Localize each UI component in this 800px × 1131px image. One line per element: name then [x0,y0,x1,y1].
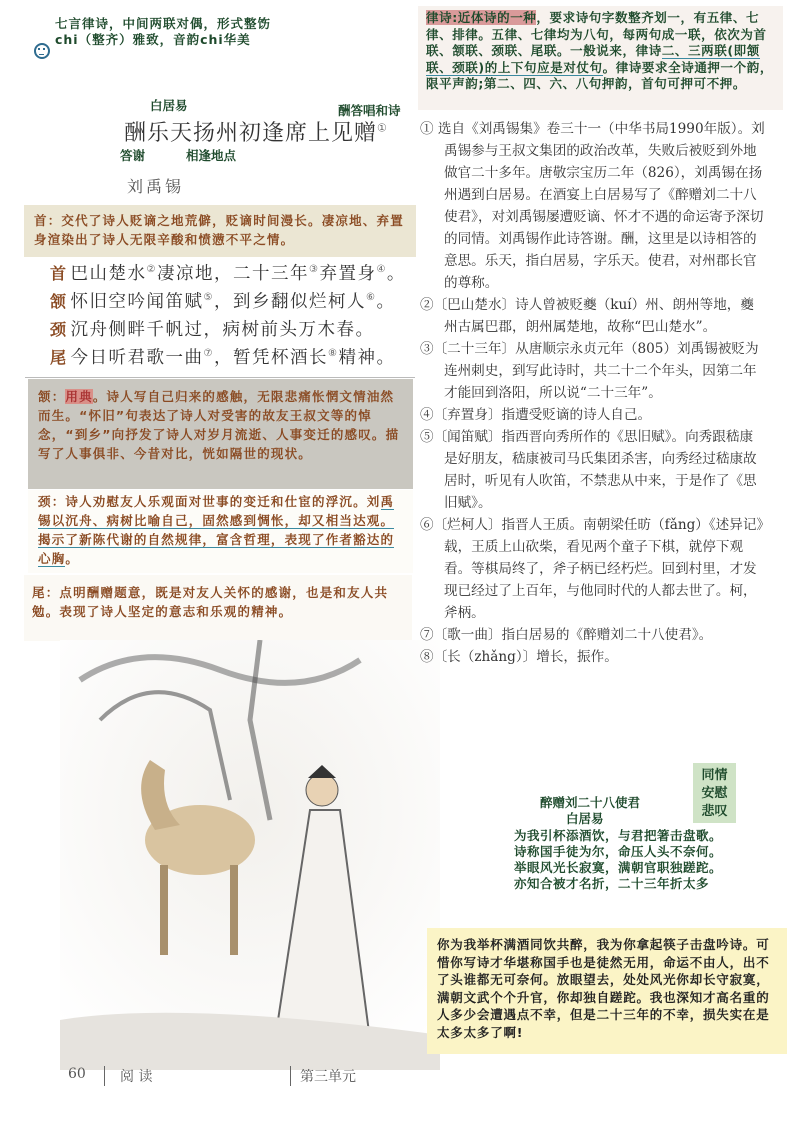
poem2-line: 举眼风光长寂寞，满朝官职独蹉跎。 [514,860,723,875]
rule-text-end: 。律诗要求全诗通押一个韵，限平声韵;第二、四、六、八句押韵，首句可押可不押。 [426,59,773,91]
line-label: 首 [50,264,68,283]
line-label: 尾 [50,348,68,367]
footer-separator [104,1066,105,1086]
rule-note-box [418,6,783,110]
poem2-author: 白居易 [566,811,604,826]
footnote: ④〔弃置身〕指遭受贬谪的诗人自己。 [420,407,652,423]
jing-underlined: 禹锡以沉舟、病树比喻自己，固然感到惆怅，却又相当达观。揭示了新陈代谢的自然规律，富含哲理，表现了作者豁达的心胸 [38,494,395,566]
footnote: ⑥〔烂柯人〕指晋人王质。南朝梁任昉（fǎng）《述异记》载，王质上山砍柴，看见两个童子下棋，就停下观看。等棋局终了，斧子柄已经朽烂。回到村里，才发现已经过了上百年，与他同时代的人都去世了。柯，斧柄。 [420,517,764,621]
annotation-bai: 白居易 [150,98,188,113]
poem2-line: 为我引杯添酒饮，与君把箸击盘歌。 [514,828,723,843]
footnote: ① 选自《刘禹锡集》卷三十一（中华书局1990年版）。刘禹锡参与王叔文集团的政治改革，失败后被贬到外地做官二十多年。唐敬宗宝历二年（826），刘禹锡在扬州遇到白居易。在酒宴上白居易写了《醉赠刘二十八使君》，对刘禹锡屡遭贬谪、怀才不遇的命运寄予深切的同情。刘禹锡作此诗答谢。酬，这里是以诗相答的意思。乐天，指白居易，字乐天。使君，对州郡长官的尊称。 [420,121,765,291]
rule-underlined: 二、三两联(即颔联、颈联)的上下句应是对仗句 [426,43,760,75]
ink-painting-illustration [60,640,440,1070]
poem-line: 颈 沉舟侧畔千帆过，病树前头万木春。 [50,320,375,340]
footnote: ③〔二十三年〕从唐顺宗永贞元年（805）刘禹锡被贬为连州刺史，到写此诗时，共二十二个年头，因第二年才能回到洛阳，所以说“二十三年”。 [420,341,759,401]
annotation-chouda: 酬答唱和诗 [338,103,401,118]
poem-title [124,116,388,147]
title-text: 酬乐天扬州初逢席上见赠 [124,121,378,146]
rule-text: ，要求诗句字数整齐划一，有五律、七律、排律。五律、七律均为八句，每两句成一联，依次为首联、颔联、颈联、尾联。一般说来，律诗 [426,10,767,58]
line-label: 颔 [50,292,68,311]
smiley-icon [34,43,50,59]
poem-line: 颔 怀旧空吟闻笛赋⑤，到乡翻似烂柯人⑥。 [50,292,396,312]
footnote: ⑤〔闻笛赋〕指西晋向秀所作的《思旧赋》。向秀跟嵇康是好朋友，嵇康被司马氏集团杀害，向秀经过嵇康故居时，听见有人吹笛，不禁悲从中来，于是作了《思旧赋》。 [420,429,757,511]
divider [25,377,415,378]
poem2-title: 醉赠刘二十八使君 [540,795,641,810]
emotion-tag-box: 同情 安慰 悲叹 [693,763,736,823]
poem2-line: 诗称国手徒为尔，命压人头不奈何。 [514,844,723,859]
footer-unit: 第三单元 [300,1069,356,1085]
note-wei: 尾：点明酬赠题意，既是对友人关怀的感谢，也是和友人共勉。表现了诗人坚定的意志和乐观的精神。 [24,575,412,641]
note-jing: 颈：诗人劝慰友人乐观面对世事的变迁和仕宦的浮沉。刘禹锡以沉舟、病树比喻自己，固然感到惆怅，却又相当达观。揭示了新陈代谢的自然规律，富含哲理，表现了作者豁达的心胸。 [28,490,413,573]
footnote: ⑦〔歌一曲〕指白居易的《醉赠刘二十八使君》。 [420,627,713,643]
line-label: 颈 [50,320,68,339]
note-shou: 首：交代了诗人贬谪之地荒僻，贬谪时间漫长。凄凉地、弃置身渲染出了诗人无限辛酸和愤懑不平之情。 [24,205,416,257]
poem-line: 尾 今日听君歌一曲⑦，暂凭杯酒长⑧精神。 [50,348,396,368]
annotation-xiangfeng: 相逢地点 [186,148,237,163]
footnotes [420,118,765,668]
han-highlight: 用典 [65,389,93,404]
poem-author: 刘禹锡 [127,177,185,196]
translation-box: 你为我举杯满酒同饮共醉，我为你拿起筷子击盘吟诗。可惜你写诗才华堪称国手也是徒然无用，命运不由人，出不了头谁都无可奈何。放眼望去，处处风光你却长守寂寞，满朝文武个个升官，你却独自蹉跎。我也深知才高名重的人多少会遭遇点不幸，但是二十三年的不幸，损失实在是太多太多了啊! [427,928,787,1054]
poem2-lines [514,828,722,892]
title-footnote: ① [377,121,388,135]
annotation-daxie: 答谢 [120,148,146,163]
poem-line: 首 巴山楚水②凄凉地，二十三年③弃置身④。 [50,264,406,284]
poem2-line: 亦知合被才名折，二十三年折太多 [514,876,710,891]
footer-section: 阅 读 [120,1069,153,1085]
page-footer [0,1066,800,1096]
footnote: ②〔巴山楚水〕诗人曾被贬夔（kuí）州、朗州等地，夔州古属巴郡，朗州属楚地，故称“巴山楚水”。 [420,297,754,335]
page-number: 60 [68,1066,86,1082]
footer-separator [290,1066,291,1086]
footnote: ⑧〔长（zhǎng）〕增长，振作。 [420,649,618,665]
rule-highlight: 律诗:近体诗的一种 [426,10,537,25]
note-han: 颔：用典。诗人写自己归来的感触，无限悲痛怅惘文情油然而生。“怀旧”句表达了诗人对受害的故友王叔文等的悼念，“到乡”向抒发了诗人对岁月流逝、人事变迁的感叹。描写了人事俱非、今昔对比，恍如隔世的现状。 [28,379,413,489]
top-note: 七言律诗，中间两联对偶，形式整饬chi（整齐）雅致，音韵chi华美 [55,16,272,47]
